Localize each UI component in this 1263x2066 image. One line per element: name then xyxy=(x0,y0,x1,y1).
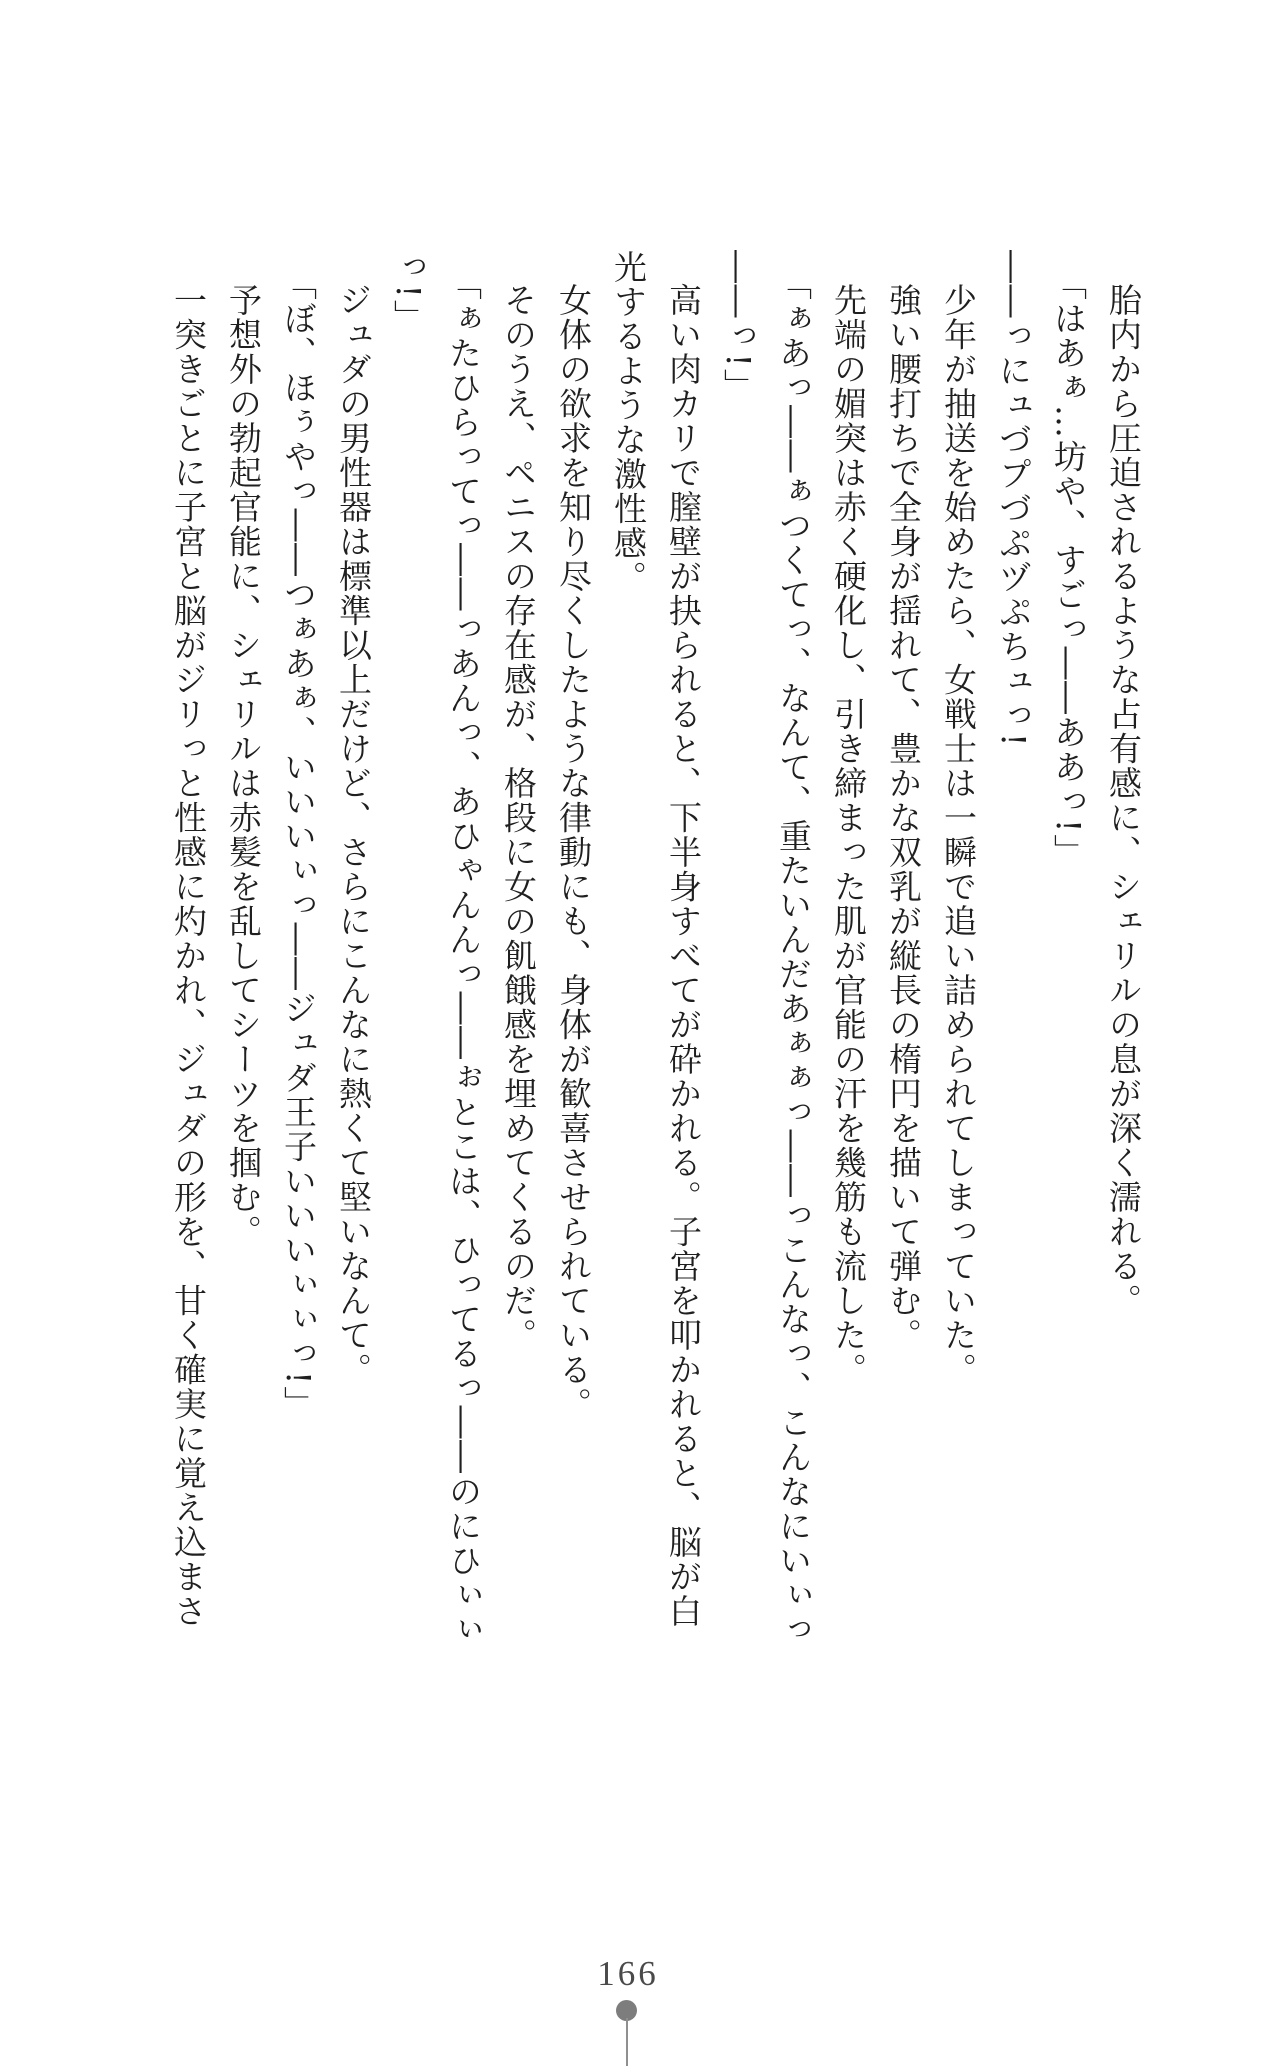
text-column-11: 女体の欲求を知り尽くしたような律動にも、身体が歓喜させられている。 xyxy=(554,283,593,1422)
text-column-10: 光するような激性感。 xyxy=(609,250,648,595)
text-column-6: 先端の媚突は赤く硬化し、引き締まった肌が官能の汗を幾筋も流した。 xyxy=(829,283,868,1387)
text-column-17: 予想外の勃起官能に、シェリルは赤髪を乱してシーツを掴む。 xyxy=(224,283,263,1249)
text-column-1: 胎内から圧迫されるような占有感に、シェリルの息が深く濡れる。 xyxy=(1104,283,1143,1318)
text-column-15: ジュダの男性器は標準以上だけど、さらにこんなに熱くて堅いなんて。 xyxy=(334,283,373,1387)
text-column-2: 「はあぁ…坊や、すごっ――ああっ!」 xyxy=(1049,266,1088,868)
page-number: 166 xyxy=(597,1954,659,1993)
text-column-16: 「ぼ、ほぅやっ――つぁあぁ、いいいぃっ――ジュダ王子いいいぃぃっ!」 xyxy=(279,266,318,1420)
text-column-4: 少年が抽送を始めたら、女戦士は一瞬で追い詰められてしまっていた。 xyxy=(939,283,978,1387)
text-column-12: そのうえ、ペニスの存在感が、格段に女の飢餓感を埋めてくるのだ。 xyxy=(499,283,538,1353)
text-column-5: 強い腰打ちで全身が揺れて、豊かな双乳が縦長の楕円を描いて弾む。 xyxy=(884,283,923,1353)
text-column-13: 「ぁたひらってっ――っあんっ、あひゃんんっ――ぉとこは、ひってるっ――のにひぃぃ xyxy=(444,266,483,1647)
text-column-3: ――っにュづプづぷヅぷちュっ! xyxy=(994,250,1033,748)
text-column-9: 高い肉カリで膣壁が抉られると、下半身すべてが砕かれる。子宮を叩かれると、脳が白 xyxy=(664,283,703,1629)
text-column-14: っ!」 xyxy=(389,250,428,334)
text-column-18: 一突きごとに子宮と脳がジリっと性感に灼かれ、ジュダの形を、甘く確実に覚え込まさ xyxy=(169,283,208,1629)
vertical-text-block xyxy=(161,250,1151,1730)
text-column-8: ――っ!」 xyxy=(719,250,758,403)
page-marker-line xyxy=(626,2018,628,2066)
text-column-7: 「ぁあっ――ぁつくてっ、なんて、重たいんだあぁぁっ――っこんなっ、こんなにいぃっ xyxy=(774,266,813,1647)
